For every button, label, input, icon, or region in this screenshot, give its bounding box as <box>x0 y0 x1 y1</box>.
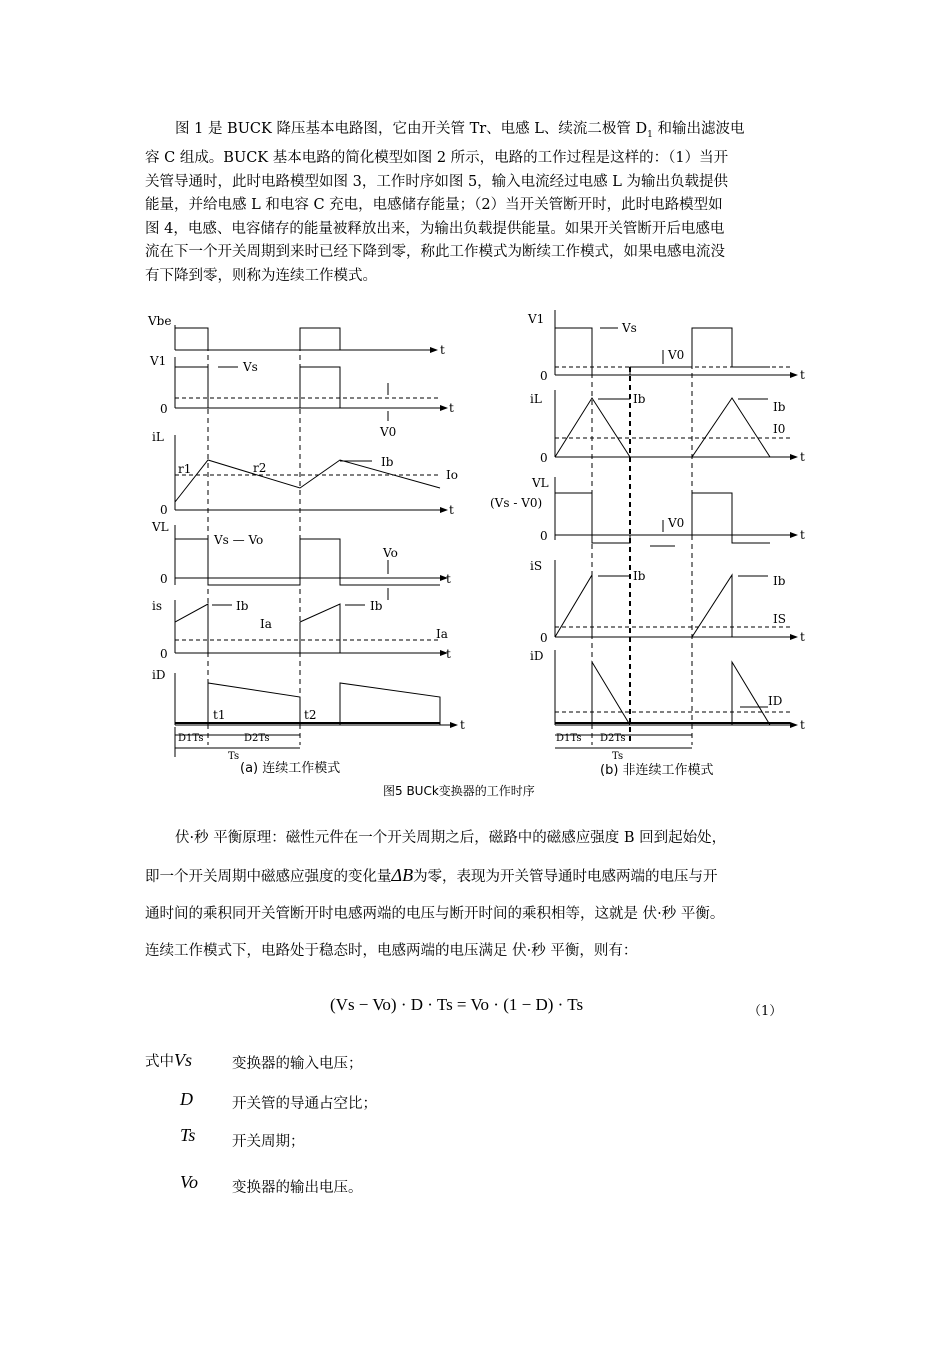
label-is: iS <box>530 559 543 573</box>
label-is-avg: IS <box>773 612 786 626</box>
label-il: iL <box>530 392 542 406</box>
timing-diagram-figure <box>0 295 950 815</box>
label-ia: Ia <box>436 627 448 641</box>
label-d2ts: D2Ts <box>244 733 270 744</box>
theory-paragraph <box>145 820 807 970</box>
id-waveform-b <box>555 650 790 725</box>
label-id: iD <box>530 649 544 663</box>
label-t: t <box>800 368 805 382</box>
label-ib: Ib <box>381 455 394 469</box>
label-v0: V0 <box>668 516 685 530</box>
label-r1: r1 <box>178 462 192 476</box>
sync-lines-b <box>592 328 692 745</box>
intro-line: 容 C 组成。BUCK 基本电路的简化模型如图 2 所示，电路的工作过程是这样的：（1）当开 <box>145 150 729 167</box>
il-waveform-b <box>555 390 790 457</box>
label-t: t <box>449 503 454 517</box>
intro-line: 图 1 是 BUCK 降压基本电路图，它由开关管 Tr、电感 L、续流二极管 $D_1$ 和输出滤波电 <box>175 121 745 140</box>
theory-line: 伏·秒 平衡原理：磁性元件在一个开关周期之后，磁路中的磁感应强度 B 回到起始处， <box>175 830 727 846</box>
definition-d-symbol: D <box>180 1089 193 1109</box>
label-ib: Ib <box>236 599 249 613</box>
vbe-waveform-a <box>175 325 430 350</box>
label-t: t <box>800 450 805 464</box>
intro-line: 图 4，电感、电容储存的能量被释放出来，为输出负载提供能量。如果开关管断开后电感电 <box>145 220 725 237</box>
label-i0: I0 <box>773 422 786 436</box>
label-zero: 0 <box>160 647 168 661</box>
vl-waveform-b <box>555 477 790 546</box>
theory-line: 即一个开关周期中磁感应强度的变化量ΔB为零，表现为开关管导通时电感两端的电压与开 <box>145 865 718 885</box>
definition-vs: 式中Vs <box>145 1050 192 1070</box>
label-io: Io <box>446 468 458 482</box>
label-ib: Ib <box>370 599 383 613</box>
definition-ts-text: 开关周期； <box>232 1134 305 1150</box>
label-id-avg: ID <box>768 694 783 708</box>
intro-line: 能量，并给电感 L 和电容 C 充电，电感储存能量；（2）当开关管断开时，此时电路模型如 <box>145 197 723 214</box>
label-id: iD <box>152 668 166 682</box>
label-vs: Vs <box>243 360 258 374</box>
label-zero: 0 <box>160 503 168 517</box>
il-waveform-a <box>175 435 440 510</box>
label-t: t <box>800 718 805 732</box>
label-is: is <box>152 599 162 613</box>
label-t: t <box>440 343 445 357</box>
definition-vs-text: 变换器的输入电压； <box>232 1056 363 1072</box>
label-v1: V1 <box>150 354 167 368</box>
label-ib: Ib <box>773 574 786 588</box>
caption-b: (b) 非连续工作模式 <box>600 763 714 778</box>
label-vo: Vo <box>383 546 398 560</box>
equation-1: (Vs − Vo) · D · Ts = Vo · (1 − D) · Ts <box>330 995 584 1014</box>
label-t: t <box>800 630 805 644</box>
label-t: t <box>446 647 451 661</box>
label-il: iL <box>152 430 164 444</box>
is-waveform-a <box>175 600 440 653</box>
intro-line: 关管导通时，此时电路模型如图 3，工作时序如图 5，输入电流经过电感 L 为输出负载提供 <box>145 173 729 190</box>
theory-line: 通时间的乘积同开关管断开时电感两端的电压与断开时间的乘积相等，这就是 伏·秒 平衡。 <box>145 906 725 922</box>
label-zero: 0 <box>540 369 548 383</box>
label-t: t <box>800 528 805 542</box>
label-vs: Vs <box>622 321 637 335</box>
label-d2ts: D2Ts <box>600 733 626 744</box>
definition-d-text: 开关管的导通占空比； <box>232 1096 377 1112</box>
intro-line: 流在下一个开关周期到来时已经下降到零，称此工作模式为断续工作模式，如果电感电流没 <box>145 244 725 261</box>
label-zero: 0 <box>540 631 548 645</box>
label-d1ts: D1Ts <box>556 733 582 744</box>
label-zero: 0 <box>160 572 168 586</box>
label-vl: VL <box>532 476 549 490</box>
label-zero: 0 <box>160 402 168 416</box>
caption-a: (a) 连续工作模式 <box>240 761 341 776</box>
label-zero: 0 <box>540 451 548 465</box>
label-ib: Ib <box>633 569 646 583</box>
equation-number: （1） <box>748 1004 783 1019</box>
label-r2: r2 <box>253 461 267 475</box>
label-vs-minus-vo: Vs — Vo <box>214 533 264 547</box>
label-t: t <box>460 718 465 732</box>
theory-line: 连续工作模式下，电路处于稳态时，电感两端的电压满足 伏·秒 平衡，则有： <box>145 943 638 959</box>
label-vl: VL <box>152 520 169 534</box>
label-zero: 0 <box>540 529 548 543</box>
intro-line: 有下降到零，则称为连续工作模式。 <box>145 267 377 284</box>
definition-vo-text: 变换器的输出电压。 <box>232 1180 363 1196</box>
label-ib: Ib <box>773 400 786 414</box>
figure-caption: 图5 BUCk变换器的工作时序 <box>383 784 535 798</box>
label-t2: t2 <box>304 708 317 722</box>
label-v1: V1 <box>528 312 545 326</box>
label-v0: V0 <box>668 348 685 362</box>
label-ia: Ia <box>260 617 272 631</box>
label-t: t <box>446 572 451 586</box>
label-d1ts: D1Ts <box>178 733 204 744</box>
label-t1: t1 <box>213 708 226 722</box>
label-v0: V0 <box>380 425 397 439</box>
label-vs-v0: (Vs - V0) <box>490 496 543 510</box>
label-t: t <box>449 401 454 415</box>
v1-waveform-b <box>555 310 790 375</box>
v1-waveform-a <box>175 357 440 421</box>
definition-vo-symbol: Vo <box>180 1172 198 1192</box>
label-ib: Ib <box>633 392 646 406</box>
delta-b-symbol: ΔB <box>391 865 414 885</box>
is-waveform-b <box>555 560 790 637</box>
label-vbe: Vbe <box>148 314 172 328</box>
label-ts: Ts <box>612 751 624 762</box>
intro-paragraph <box>145 118 807 288</box>
label-ts: Ts <box>228 751 240 762</box>
definition-ts-symbol: Ts <box>180 1125 196 1145</box>
